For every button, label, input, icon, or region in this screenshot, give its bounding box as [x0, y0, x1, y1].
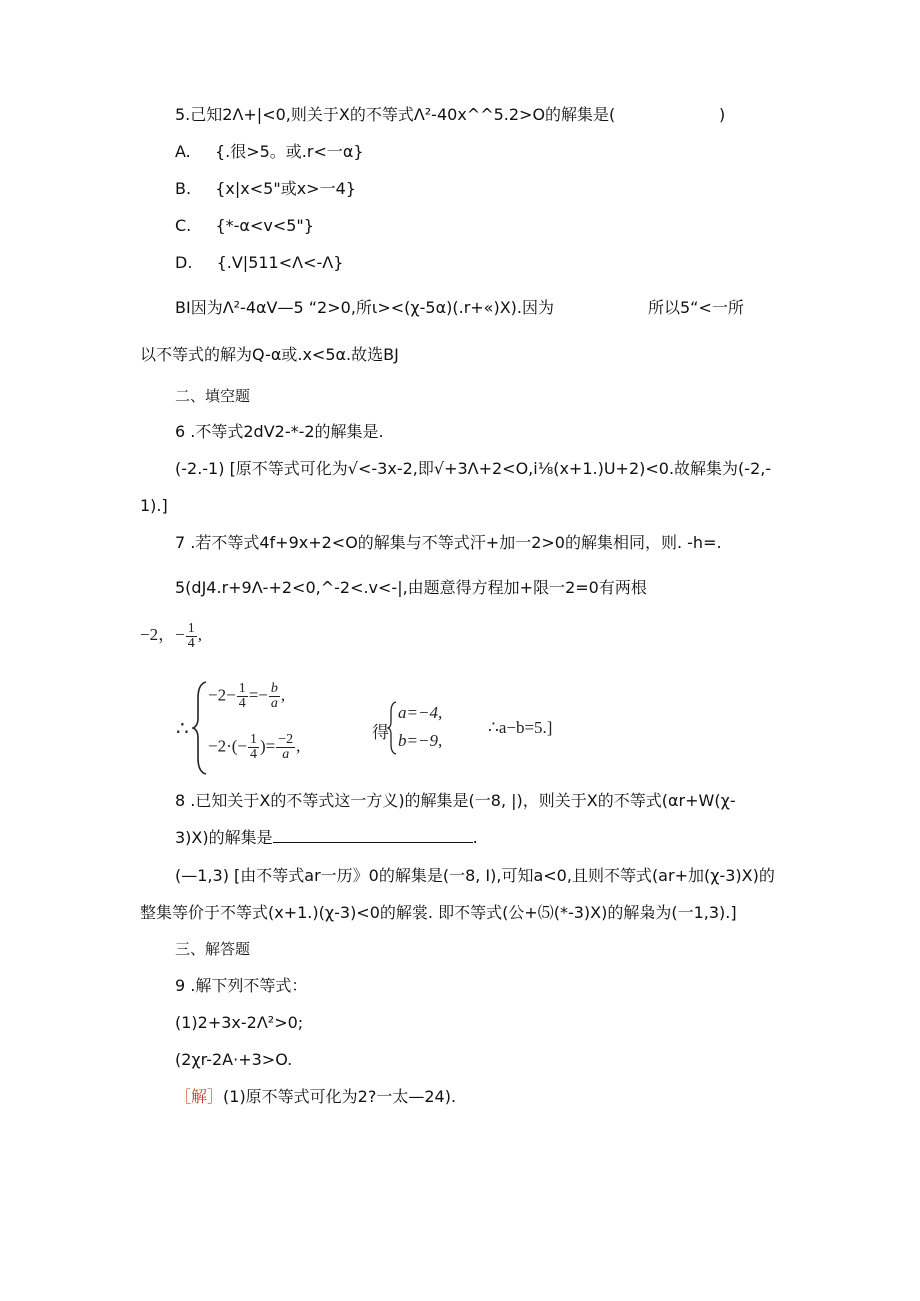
q7-answer-line1: 5(dJ4.r+9Λ-+2<0,^-2<.v<-|,由题意得方程加+限一2=0有两根 — [175, 578, 647, 597]
q7-de: 得 — [372, 723, 389, 742]
answer-blank — [273, 828, 473, 843]
option-text: {x|x<5"或x>一4} — [215, 179, 356, 198]
option-letter: C. — [175, 216, 192, 235]
q9-stem: 9 .解下列不等式： — [175, 976, 308, 995]
q5-paren-close: ) — [719, 105, 726, 124]
q7-eq2: −2·(− $\frac{1}{4}$ )= $\frac{-2}{a}$ , — [208, 732, 301, 762]
q7-therefore: ∴ — [176, 718, 189, 740]
left-brace-icon — [192, 680, 208, 776]
q5-stem-text: 5.己知2Λ+|<0,则关于X的不等式Λ²-40x^^5.2>O的解集是( — [175, 105, 616, 124]
q7-result-a: a=−4, — [398, 703, 443, 722]
q7-roots: −2，− $\frac{1}{4}$ , — [140, 620, 202, 651]
q6-answer-line2: 1).] — [140, 496, 168, 515]
fraction: $\frac{1}{4}$ — [238, 681, 246, 711]
q6-answer-line1: (-2.-1) [原不等式可化为√<-3x-2,即√+3Λ+2<O,i⅛(x+1.)U+2)<0.故解集为(-2,- — [175, 459, 772, 478]
q8-stem-line2: 3)X)的解集是 . — [175, 828, 478, 847]
q5-answer-line1-right: 所以5“<一所 — [648, 298, 744, 317]
q6-stem: 6 .不等式2dV2-*-2的解集是. — [175, 422, 384, 441]
option-text: {.很>5。或.r<一α} — [214, 142, 364, 161]
option-text: {*-α<v<5"} — [215, 216, 314, 235]
section-2-title: 二、填空题 — [175, 387, 251, 405]
q9-solution: ［解］(1)原不等式可化为2?一太—24). — [175, 1087, 457, 1106]
q7-final: ∴a−b=5.] — [488, 718, 553, 737]
fraction: $\frac{b}{a}$ — [270, 681, 278, 711]
fraction: $\frac{1}{4}$ — [250, 732, 257, 762]
q5-option-c — [175, 215, 314, 237]
option-letter: A. — [175, 142, 191, 161]
q5-stem — [175, 104, 615, 126]
q5-answer-line1-left: BI因为Λ²-4αV—5 “2>0,所ι><(χ-5α)(.r+«)X).因为 — [175, 298, 554, 317]
q5-option-d — [175, 252, 343, 274]
option-letter: D. — [175, 253, 193, 272]
q7-eq1: −2− $\frac{1}{4}$ =− $\frac{b}{a}$ , — [208, 681, 286, 711]
q5-option-a — [175, 141, 364, 163]
q5-option-b — [175, 178, 356, 200]
option-letter: B. — [175, 179, 192, 198]
left-brace-small-icon — [387, 700, 397, 756]
q7-stem: 7 .若不等式4f+9x+2<O的解集与不等式汗+加一2>0的解集相同，则. -h=. — [175, 533, 722, 552]
fraction: $\frac{1}{4}$ — [187, 620, 195, 651]
section-3-title: 三、解答题 — [175, 940, 251, 958]
option-text: {.V|511<Λ<-Λ} — [216, 253, 344, 272]
solution-tag: ［解］ — [175, 1087, 224, 1106]
q9-part1: (1)2+3x-2Λ²>0; — [175, 1013, 304, 1032]
q8-answer-line1: (—1,3) [由不等式ar一历》0的解集是(一8, I),可知a<0,且则不等式(ar+加(χ-3)X)的 — [175, 866, 775, 885]
q7-result-b: b=−9, — [398, 731, 443, 750]
q9-part2: (2χr-2A·+3>O. — [175, 1050, 293, 1069]
q8-answer-line2: 整集等价于不等式(x+1.)(χ-3)<0的解裳. 即不等式(公+⑸(*-3)X)的解枭为(一1,3).] — [140, 903, 737, 922]
q5-answer-line2: 以不等式的解为Q-α或.x<5α.故选BJ — [140, 345, 399, 364]
fraction: $\frac{-2}{a}$ — [278, 732, 294, 762]
q8-stem-line1: 8 .已知关于X的不等式这一方义)的解集是(一8, |)，则关于X的不等式(αr+W(χ- — [175, 791, 736, 810]
